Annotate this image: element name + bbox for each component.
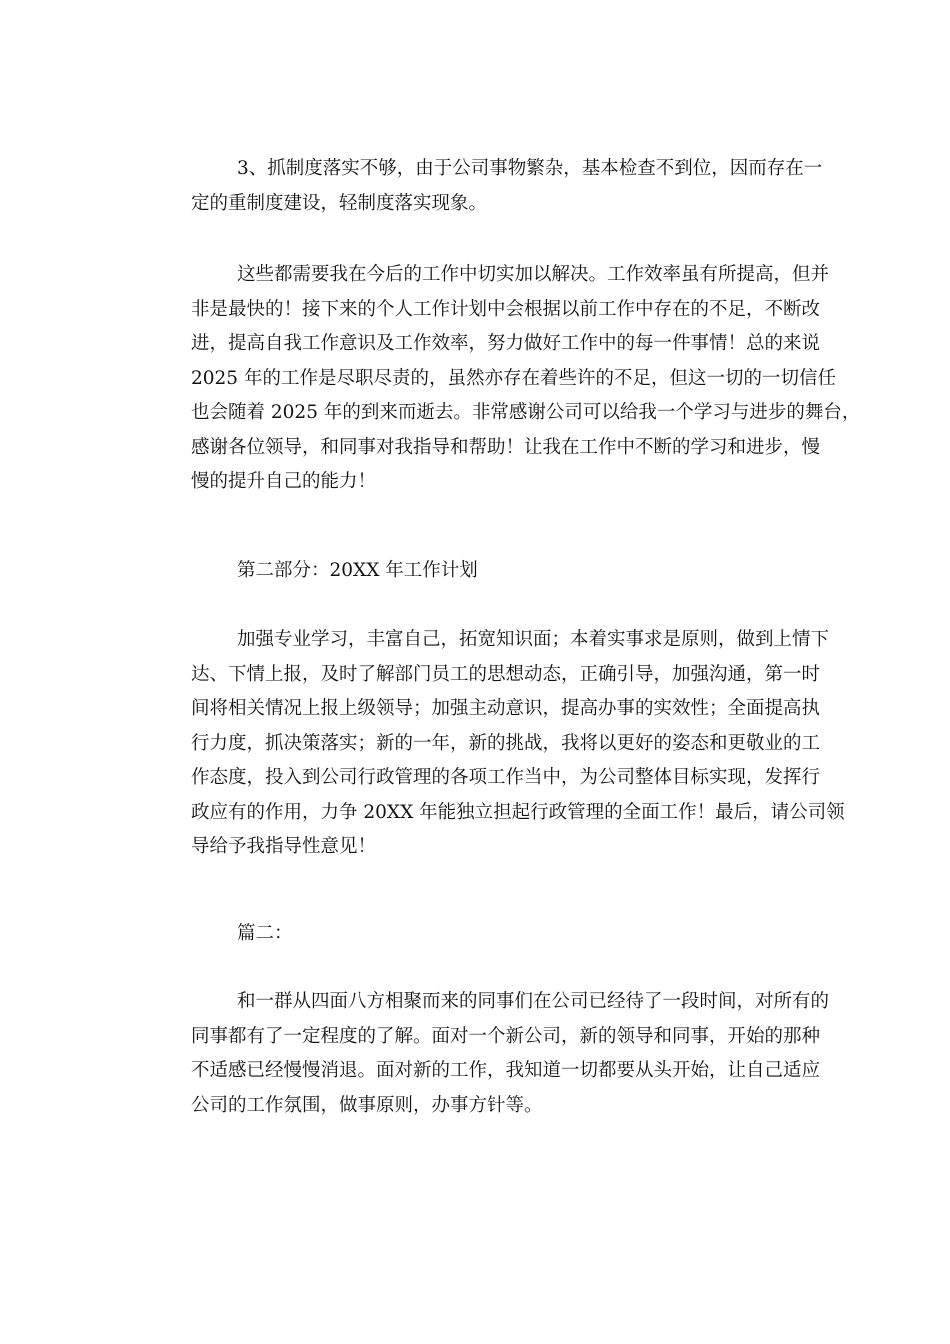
text-line: 进，提高自我工作意识及工作效率，努力做好工作中的每一件事情！总的来说 xyxy=(191,333,821,354)
paragraph-1 xyxy=(145,152,823,221)
text-line: 导给予我指导性意见！ xyxy=(191,836,377,857)
text-line: 达、下情上报，及时了解部门员工的思想动态，正确引导，加强沟通，第一时 xyxy=(191,663,821,685)
text-line: 3、抓制度落实不够，由于公司事物繁杂，基本检查不到位，因而存在一 xyxy=(237,158,823,179)
text-line: 2025 年的工作是尽职尽责的，虽然亦存在着些许的不足，但这一切的一切信任 xyxy=(191,367,836,389)
text-line: 间将相关情况上报上级领导；加强主动意识，提高办事的实效性；全面提高执 xyxy=(191,698,821,719)
text-line: 公司的工作氛围，做事原则，办事方针等。 xyxy=(191,1094,543,1116)
text-line: 行力度，抓决策落实；新的一年，新的挑战，我将以更好的姿态和更敬业的工 xyxy=(191,732,821,754)
text-line: 不适感已经慢慢消退。面对新的工作，我知道一切都要从头开始，让自己适应 xyxy=(191,1060,821,1081)
text-line: 篇二： xyxy=(237,923,293,944)
section-heading-part-two-alt xyxy=(145,917,805,952)
text-line: 这些都需要我在今后的工作中切实加以解决。工作效率虽有所提高，但并 xyxy=(237,264,830,285)
text-line: 非是最快的！接下来的个人工作计划中会根据以前工作中存在的不足，不断改 xyxy=(191,298,821,320)
text-line: 感谢各位领导，和同事对我指导和帮助！让我在工作中不断的学习和进步，慢 xyxy=(191,436,821,458)
text-line: 定的重制度建设，轻制度落实现象。 xyxy=(191,192,488,214)
text-line: 和一群从四面八方相聚而来的同事们在公司已经待了一段时间，对所有的 xyxy=(237,991,830,1012)
text-line: 加强专业学习，丰富自己，拓宽知识面；本着实事求是原则，做到上情下 xyxy=(237,629,830,650)
paragraph-3 xyxy=(145,623,845,865)
text-line: 第二部分：20XX 年工作计划 xyxy=(237,560,478,581)
text-line: 也会随着 2025 年的到来而逝去。非常感谢公司可以给我一个学习与进步的舞台， xyxy=(191,402,861,423)
text-line: 政应有的作用，力争 20XX 年能独立担起行政管理的全面工作！最后，请公司领 xyxy=(191,801,845,823)
text-line: 同事都有了一定程度的了解。面对一个新公司，新的领导和同事，开始的那种 xyxy=(191,1025,821,1047)
text-line: 作态度，投入到公司行政管理的各项工作当中，为公司整体目标实现，发挥行 xyxy=(191,767,821,788)
section-heading-part-two xyxy=(145,554,805,589)
paragraph-2 xyxy=(145,258,861,500)
text-line: 慢的提升自己的能力！ xyxy=(191,471,377,492)
paragraph-4 xyxy=(145,985,830,1123)
